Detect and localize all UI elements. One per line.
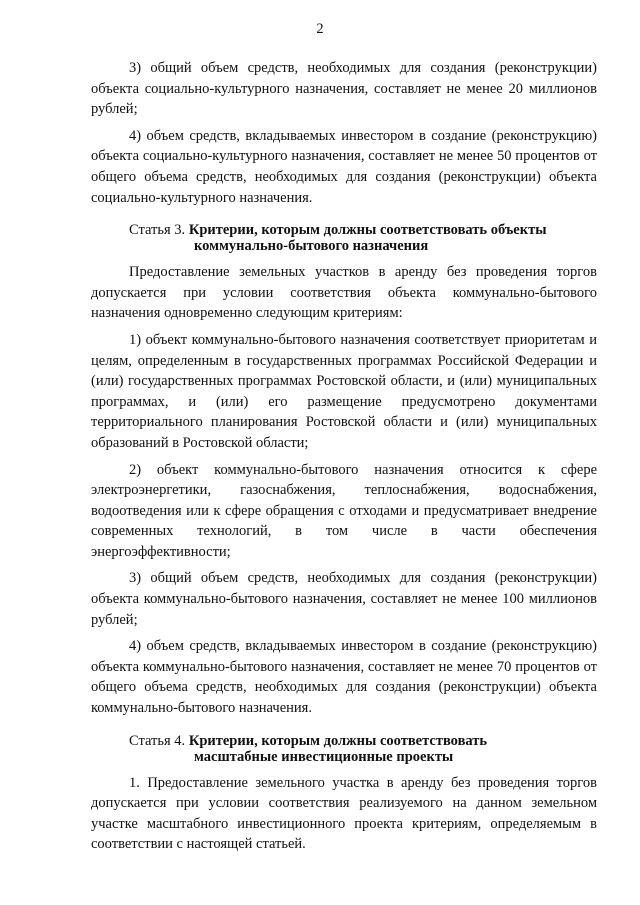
paragraph: Предоставление земельных участков в аренду без проведения торгов допускается при условии соответствия объекта коммунально-бытового назначения одновременно следующим критериям:	[91, 264, 597, 322]
article-title-continued: коммунально-бытового назначения	[194, 238, 429, 255]
paragraph: 1. Предоставление земельного участка в аренду без проведения торгов допускается при условии соответствия реализуемого на данном земельном участке масштабного инвестиционного проекта критериям, определяемым в соответствии с настоящей статьей.	[91, 774, 597, 853]
paragraph: 3) общий объем средств, необходимых для создания (реконструкции) объекта коммунально-бытового назначения, составляет не менее 100 миллионов рублей;	[91, 570, 597, 628]
document-body	[91, 58, 597, 861]
paragraph: 4) объем средств, вкладываемых инвестором в создание (реконструкцию) объекта коммунально-бытового назначения, составляет не менее 70 процентов от общего объема средств, необходимых для создания (реконструкции) объекта коммунально-бытового назначения.	[91, 638, 597, 717]
paragraph: 2) объект коммунально-бытового назначения относится к сфере электроэнергетики, газоснабжения, теплоснабжения, водоснабжения, водоотведения или к сфере обращения с отходами и предусматривает внедрение современных технологий, в том числе в части обеспечения энергоэффективности;	[91, 461, 597, 560]
article-title: Критерии, которым должны соответствовать объекты	[188, 222, 547, 239]
paragraph: 1) объект коммунально-бытового назначения соответствует приоритетам и целям, определенным в государственных программах Российской Федерации и (или) государственных программах Ростовской области, и (или) муниципальных программах, и (или) его размещение предусмотрено документами территориального планирования Ростовской области и (или) муниципальных образований в Ростовской области;	[91, 331, 597, 451]
article-label: Статья 4.	[129, 732, 186, 749]
article-title: Критерии, которым должны соответствовать	[188, 732, 488, 749]
paragraph: 4) объем средств, вкладываемых инвестором в создание (реконструкцию) объекта социально-культурного назначения, составляет не менее 50 процентов от общего объема средств, необходимых для создания (реконструкции) объекта социально-культурного назначения.	[91, 127, 597, 206]
article-label: Статья 3.	[129, 222, 186, 239]
page-number: 2	[316, 21, 324, 37]
article-title-continued: масштабные инвестиционные проекты	[194, 748, 454, 765]
paragraph: 3) общий объем средств, необходимых для создания (реконструкции) объекта социально-культурного назначения, составляет не менее 20 миллионов рублей;	[91, 60, 597, 118]
article-4-heading	[91, 733, 597, 765]
article-3-heading	[91, 222, 597, 254]
